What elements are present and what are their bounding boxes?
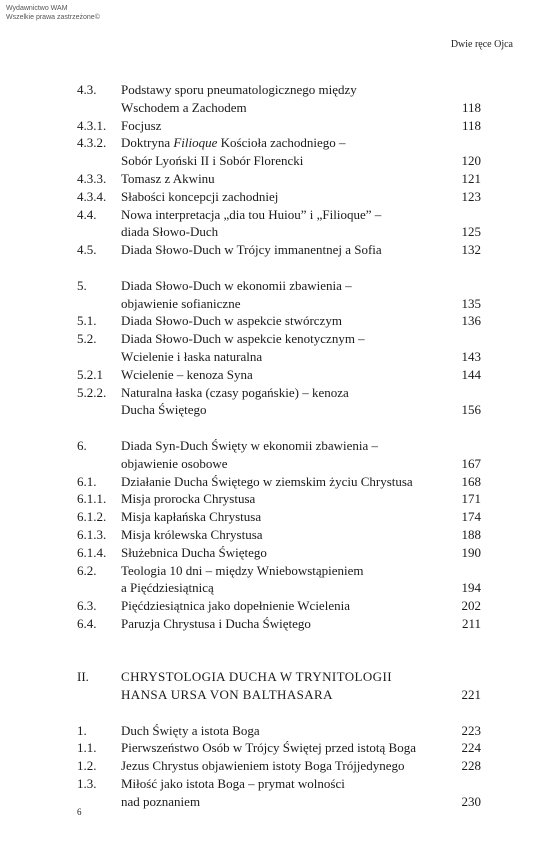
toc-group	[77, 277, 481, 419]
toc-entry-title: Nowa interpretacja „dia tou Huiou” i „Filioque” – diada Słowo-Duch	[121, 206, 382, 240]
toc-entry	[77, 437, 481, 473]
section-gap	[77, 651, 481, 669]
toc-entry-page: 118	[461, 99, 481, 115]
toc-entry-page: 202	[461, 598, 481, 614]
toc-entry-page: 228	[461, 758, 481, 774]
toc-entry-page: 156	[461, 402, 481, 418]
toc-entry-number: 5.2.1	[77, 366, 103, 382]
section-gap	[77, 419, 481, 437]
toc-entry-number: 4.4.	[77, 206, 97, 222]
toc-entry	[77, 508, 481, 526]
toc-entry-page: 190	[461, 544, 481, 560]
toc-entry-number: 6.2.	[77, 562, 97, 578]
toc-entry-page: 194	[461, 580, 481, 596]
toc-entry-page: 120	[461, 153, 481, 169]
toc-entry-number: 1.2.	[77, 758, 97, 774]
toc-entry-number: 6.1.1.	[77, 491, 107, 507]
toc-entry-page: 230	[461, 793, 481, 809]
toc-entry-page: 168	[461, 473, 481, 489]
toc-entry-number: 6.1.3.	[77, 526, 107, 542]
toc-entry	[77, 490, 481, 508]
toc-entry-number: 5.2.2.	[77, 384, 107, 400]
publisher-watermark	[6, 4, 100, 22]
toc-entry-number: 6.1.2.	[77, 509, 107, 525]
toc-entry	[77, 562, 481, 598]
toc-entry	[77, 241, 481, 259]
toc-entry	[77, 170, 481, 188]
toc-entry	[77, 134, 481, 170]
toc-entry-page: 223	[461, 722, 481, 738]
toc-entry-title: Miłość jako istota Boga – prymat wolności nad poznaniem	[121, 776, 345, 809]
publisher-name: Wydawnictwo WAM	[6, 5, 68, 12]
toc-entry	[77, 757, 481, 775]
toc-part-number: II.	[77, 669, 89, 685]
toc-entry-page: 132	[461, 242, 481, 258]
toc-entry-page: 135	[461, 295, 481, 311]
toc-entry-title: Focjusz	[121, 117, 162, 133]
toc-entry-page: 167	[461, 455, 481, 471]
toc-entry-number: 6.1.4.	[77, 544, 107, 560]
toc-entry-page: 171	[461, 491, 481, 507]
toc-entry	[77, 473, 481, 491]
toc-entry	[77, 526, 481, 544]
toc-entry-title: Doktryna Filioque Kościoła zachodniego – Sobór Lyoński II i Sobór Florencki	[121, 135, 346, 169]
toc-entry-title: Podstawy sporu pneumatologicznego między Wschodem a Zachodem	[121, 82, 357, 115]
toc-entry-page: 125	[461, 224, 481, 240]
toc-entry-title: Teologia 10 dni – między Wniebowstąpieniem a Pięćdziesiątnicą	[121, 562, 364, 596]
toc-entry-title: Diada Słowo-Duch w ekonomii zbawienia – objawienie sofianiczne	[121, 277, 352, 311]
toc-entry-number: 4.3.4.	[77, 188, 107, 204]
toc-group	[77, 437, 481, 633]
toc-entry-number: 1.1.	[77, 740, 97, 756]
toc-entry	[77, 739, 481, 757]
toc-entry-title: Tomasz z Akwinu	[121, 170, 215, 186]
toc-entry-title: Pierwszeństwo Osób w Trójcy Świętej przed istotą Boga	[121, 740, 417, 756]
toc-entry-title: Misja prorocka Chrystusa	[121, 491, 256, 507]
toc-entry-title: Misja królewska Chrystusa	[121, 526, 263, 542]
toc-entry-number: 4.3.3.	[77, 170, 107, 186]
toc-entry-number: 4.3.1.	[77, 117, 107, 133]
toc-entry-title: Słabości koncepcji zachodniej	[121, 188, 279, 204]
section-gap	[77, 259, 481, 277]
toc-entry-number: 6.	[77, 437, 87, 453]
toc-entry-page: 143	[461, 348, 481, 364]
toc-entry	[77, 544, 481, 562]
toc-entry-page: 121	[461, 170, 481, 186]
toc-entry	[77, 81, 481, 117]
toc-entry	[77, 277, 481, 313]
toc-entry	[77, 775, 481, 811]
toc-entry-number: 5.1.	[77, 313, 97, 329]
toc-entry-title: Diada Słowo-Duch w aspekcie stwórczym	[121, 313, 342, 329]
toc-entry-number: 4.5.	[77, 242, 97, 258]
toc-entry-number: 5.2.	[77, 331, 97, 347]
page-number: 6	[77, 807, 82, 817]
toc-entry-page: 211	[461, 615, 481, 631]
copyright-notice: Wszelkie prawa zastrzeżone©	[6, 14, 100, 21]
toc-entry-title: Duch Święty a istota Boga	[121, 722, 260, 738]
toc-entry-page: 118	[461, 117, 481, 133]
toc-entry-title: Wcielenie – kenoza Syna	[121, 366, 253, 382]
toc-entry	[77, 117, 481, 135]
toc-entry	[77, 206, 481, 242]
toc-group	[77, 722, 481, 811]
toc-entry-title: Jezus Chrystus objawieniem istoty Boga Trójjedynego	[121, 758, 405, 774]
toc-group	[77, 81, 481, 259]
toc-entry-title: Służebnica Ducha Świętego	[121, 544, 267, 560]
toc-entry	[77, 722, 481, 740]
toc-entry-page: 221	[461, 687, 481, 703]
toc-entry-title: Pięćdziesiątnica jako dopełnienie Wcielenia	[121, 598, 350, 614]
toc-entry-page: 123	[461, 188, 481, 204]
toc-entry-title: Działanie Ducha Świętego w ziemskim życiu Chrystusa	[121, 473, 413, 489]
toc-part-entry	[77, 668, 481, 704]
toc-entry	[77, 312, 481, 330]
toc-entry-title: Diada Słowo-Duch w aspekcie kenotycznym – Wcielenie i łaska naturalna	[121, 331, 365, 364]
toc-entry-number: 6.3.	[77, 598, 97, 614]
toc-entry	[77, 188, 481, 206]
toc-entry-number: 4.3.	[77, 82, 97, 97]
toc-entry-number: 6.4.	[77, 615, 97, 631]
toc-entry	[77, 366, 481, 384]
table-of-contents	[77, 81, 481, 811]
toc-entry-number: 6.1.	[77, 473, 97, 489]
toc-entry-page: 174	[461, 509, 481, 525]
toc-entry-title: Misja kapłańska Chrystusa	[121, 509, 262, 525]
toc-entry-title: Naturalna łaska (czasy pogańskie) – kenoza Ducha Świętego	[121, 384, 349, 418]
toc-entry	[77, 330, 481, 366]
toc-entry	[77, 597, 481, 615]
toc-entry-page: 144	[461, 366, 481, 382]
section-gap	[77, 704, 481, 722]
toc-entry-page: 188	[461, 526, 481, 542]
running-head: Dwie ręce Ojca	[450, 39, 513, 50]
toc-part-group	[77, 668, 481, 704]
toc-entry-number: 4.3.2.	[77, 135, 107, 151]
toc-entry-page: 136	[461, 313, 481, 329]
toc-entry-title: Diada Słowo-Duch w Trójcy immanentnej a Sofia	[121, 242, 382, 258]
toc-entry-title: Diada Syn-Duch Święty w ekonomii zbawienia – objawienie osobowe	[121, 437, 379, 471]
toc-entry	[77, 615, 481, 633]
toc-entry-number: 1.	[77, 722, 87, 738]
toc-entry-title: Paruzja Chrystusa i Ducha Świętego	[121, 615, 311, 631]
toc-entry	[77, 384, 481, 420]
section-gap	[77, 633, 481, 651]
toc-entry-number: 5.	[77, 277, 87, 293]
toc-part-title: CHRYSTOLOGIA DUCHA W TRYNITOLOGII HANSA URSA VON BALTHASARA	[121, 669, 392, 703]
toc-entry-number: 1.3.	[77, 776, 97, 792]
toc-entry-page: 224	[461, 740, 481, 756]
